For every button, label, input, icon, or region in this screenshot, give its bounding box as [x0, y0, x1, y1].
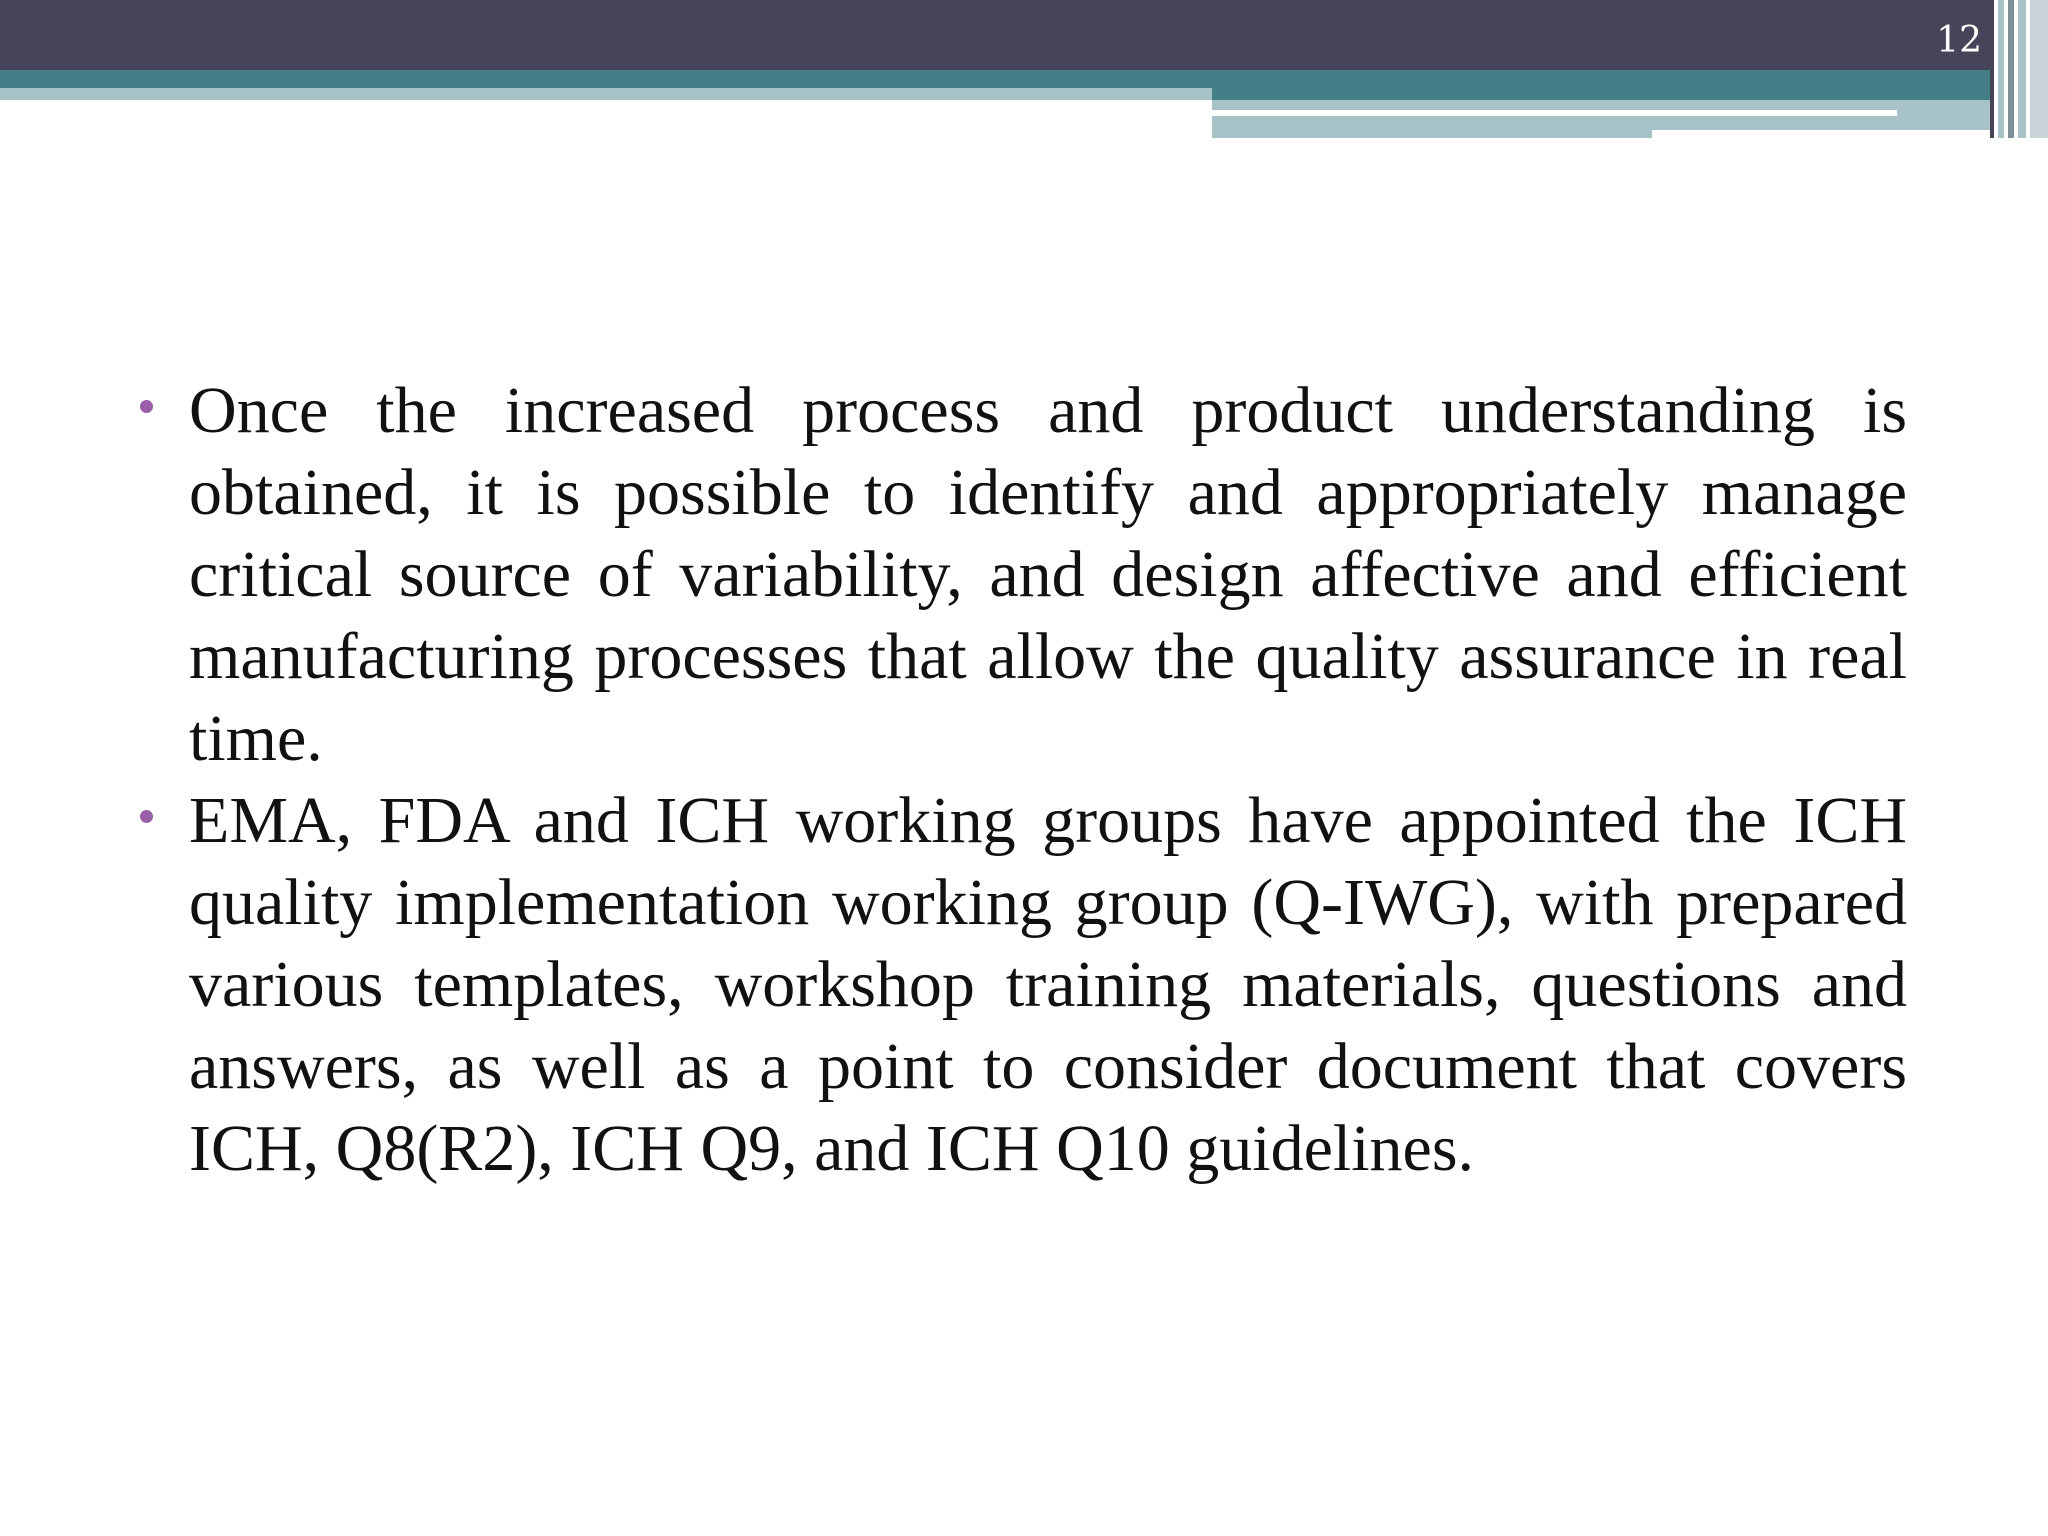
header-vertical-stripes: [1990, 0, 2048, 138]
header-band-teal-right: [1212, 88, 1990, 100]
slide-body: [132, 370, 1907, 1190]
bullet-text: EMA, FDA and ICH working groups have appointed the ICH quality implementation working group (Q-IWG), with prepared various templates, workshop training materials, questions and answers, as well as a point to consider document that covers ICH, Q8(R2), ICH Q9, and ICH Q10 guidelines.: [189, 784, 1907, 1185]
bullet-dot-icon: [140, 810, 153, 823]
bullet-item: [132, 370, 1907, 780]
header-band-dark: [0, 0, 2048, 70]
header-line-2: [1652, 130, 1990, 138]
bullet-dot-icon: [140, 400, 153, 413]
header-band-teal: [0, 70, 1990, 88]
header-line: [1212, 110, 1897, 116]
header-band-light-left: [0, 88, 1212, 100]
bullet-text: Once the increased process and product understanding is obtained, it is possible to identify and appropriately manage critical source of variability, and design affective and efficient manufacturing processes that allow the quality assurance in real time.: [189, 374, 1907, 775]
bullet-item: [132, 780, 1907, 1190]
slide-number: 12: [1936, 20, 1982, 61]
